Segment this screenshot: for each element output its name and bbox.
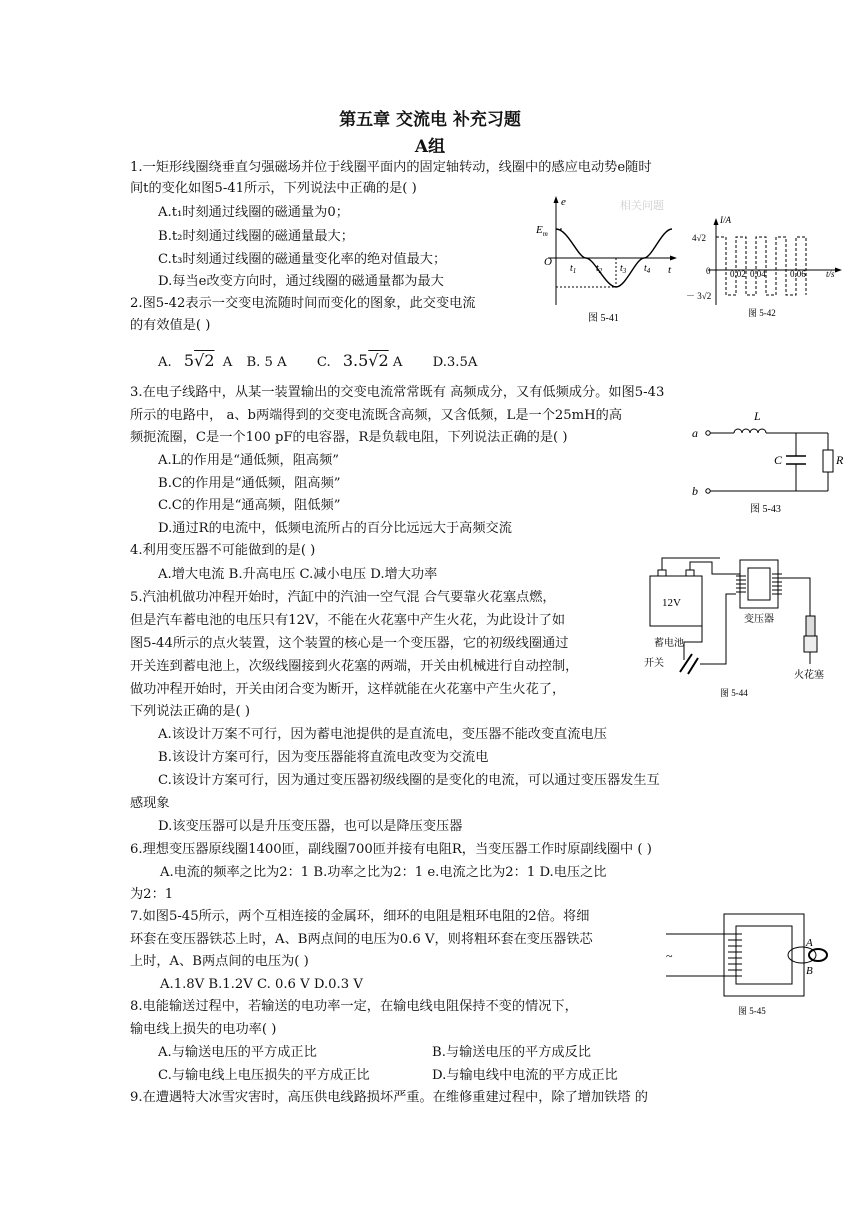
q2-options: A. 5√2 A B. 5 A C. 3.5√2 A D.3.5A xyxy=(158,351,478,370)
fig44-battery-label: 蓄电池 xyxy=(654,638,684,649)
fig41-t-axis: t xyxy=(668,264,672,276)
fig43-L: L xyxy=(754,409,761,423)
q9-stem: 9.在遭遇特大冰雪灾害时，高压供电线路损坏严重。在维修重建过程中，除了增加铁塔 的 xyxy=(130,1090,648,1105)
q3-option-a: A.L的作用是“通低频，阻高频” xyxy=(158,453,340,468)
fig41-t1: $t_1$ xyxy=(570,263,577,275)
q3-option-c: C.C的作用是“通高频，阻低频” xyxy=(158,498,341,513)
q3-option-b: B.C的作用是“通低频，阻高频” xyxy=(158,476,341,491)
figure-5-41 xyxy=(528,193,678,328)
q5-option-b: B.该设计方案可行，因为变压器能将直流电改变为交流电 xyxy=(158,750,489,765)
q5-option-c-line1: C.该设计方案可行，因为通过变压器初级线圈的是变化的电流，可以通过变压器发生互 xyxy=(158,773,660,788)
fig42-zero: 0 xyxy=(706,266,711,276)
fig42-ytop: 4√2 xyxy=(692,233,706,243)
fig43-C: C xyxy=(774,453,783,467)
q4-stem: 4.利用变压器不可能做到的是( ) xyxy=(130,543,316,558)
fig42-ylabel: I/A xyxy=(720,215,731,225)
fig44-caption: 图 5-44 xyxy=(720,688,748,698)
q2-option-c-label: C. xyxy=(316,355,331,370)
fig43-b: b xyxy=(692,484,698,498)
page-title: 第五章 交流电 补充习题 xyxy=(339,110,521,130)
fig42-caption: 图 5-42 xyxy=(748,308,776,318)
q3-stem-line2: 所示的电路中， a、b两端得到的交变电流既含高频，又含低频，L是一个25mH的高 xyxy=(130,408,623,423)
q8-option-d: D.与输电线中电流的平方成正比 xyxy=(432,1068,618,1083)
q1-option-c: C.t₃时刻通过线圈的磁通量变化率的绝对值最大； xyxy=(158,252,447,267)
q7-stem-line3: 上时，A、B两点间的电压为( ) xyxy=(130,954,309,969)
fig42-x3: 0.06 xyxy=(790,269,806,279)
fig41-em-label: $E_m$ xyxy=(536,224,548,238)
q3-option-d: D.通过R的电流中，低频电流所占的百分比远远大于高频交流 xyxy=(158,521,512,536)
q8-stem-line2: 输电线上损失的电功率( ) xyxy=(130,1022,277,1037)
q5-stem-line4: 开关连到蓄电池上，次级线圈接到火花塞的两端，开关由机械进行自动控制， xyxy=(130,659,579,674)
q5-stem-line1: 5.汽油机做功冲程开始时，汽缸中的汽油一空气混 合气要靠火花塞点燃， xyxy=(130,590,556,605)
q2-option-c-value: 3.5√2 xyxy=(342,351,389,370)
q5-stem-line2: 但是汽车蓄电池的电压只有12V，不能在火花塞中产生火花，为此设计了如 xyxy=(130,613,566,628)
group-heading: A组 xyxy=(414,137,446,157)
q8-option-c: C.与输电线上电压损失的平方成正比 xyxy=(158,1068,370,1083)
fig41-t3: $t_3$ xyxy=(620,263,627,275)
fig43-a: a xyxy=(692,426,698,440)
fig41-faint-bg-text: 相关问题 xyxy=(620,200,664,212)
fig45-caption: 图 5-45 xyxy=(738,1006,766,1016)
fig43-R: R xyxy=(836,453,844,467)
fig44-plug-label: 火花塞 xyxy=(794,670,824,681)
q5-option-d: D.该变压器可以是升压变压器，也可以是降压变压器 xyxy=(158,819,463,834)
q8-option-b: B.与输送电压的平方成反比 xyxy=(432,1045,591,1060)
fig41-caption: 图 5-41 xyxy=(588,313,619,324)
fig41-e-label: e xyxy=(561,196,566,208)
fig44-battery-voltage: 12V xyxy=(662,597,681,609)
q3-stem-line1: 3.在电子线路中，从某一装置输出的交变电流常常既有 高频成分，又有低频成分。如图5-43 xyxy=(130,385,665,400)
q8-option-a: A.与输送电压的平方成正比 xyxy=(158,1045,317,1060)
q1-option-d: D.每当e改变方向时，通过线圈的磁通量都为最大 xyxy=(158,274,444,289)
q1-stem-line1: 1.一矩形线圈绕垂直匀强磁场并位于线圈平面内的固定轴转动，线圈中的感应电动势e随时 xyxy=(130,160,652,175)
q5-stem-line5: 做功冲程开始时，开关由闭合变为断开，这样就能在火花塞中产生火花了， xyxy=(130,682,566,697)
q1-stem-line2: 间t的变化如图5-41所示，下列说法中正确的是( ) xyxy=(130,181,417,196)
q8-stem-line1: 8.电能输送过程中，若输送的电功率一定，在输电线电阻保持不变的情况下， xyxy=(130,999,578,1014)
fig41-t2: $t_2$ xyxy=(596,263,603,275)
fig45-ac-symbol: ~ xyxy=(666,949,673,963)
fig43-caption: 图 5-43 xyxy=(750,504,781,515)
q4-options: A.增大电流 B.升高电压 C.减小电压 D.增大功率 xyxy=(158,567,438,582)
q7-options: A.1.8V B.1.2V C. 0.6 V D.0.3 V xyxy=(160,977,363,992)
q2-option-b: B. 5 A xyxy=(246,355,287,370)
q2-option-a-value: 5√2 xyxy=(183,351,215,370)
q6-stem: 6.理想变压器原线圈1400匝，副线圈700匝并接有电阻R，当变压器工作时原副线圈中 ( ) xyxy=(130,842,652,857)
fig42-x1: 0.02 xyxy=(730,269,746,279)
fig44-switch-label: 开关 xyxy=(644,658,664,669)
fig42-ybot: － 3√2 xyxy=(686,291,712,301)
q3-stem-line3: 频扼流圈，C是一个100 pF的电容器，R是负载电阻，下列说法正确的是( ) xyxy=(130,430,568,445)
figure-5-45 xyxy=(662,910,830,1022)
q5-stem-line6: 下列说法正确的是( ) xyxy=(130,704,250,719)
q2-option-d: D.3.5A xyxy=(432,355,478,370)
q5-option-a: A.该设计万案不可行，因为蓄电池提供的是直流电，变压器不能改变直流电压 xyxy=(158,727,607,742)
fig45-B: B xyxy=(806,965,813,977)
q5-option-c-line2: 感现象 xyxy=(130,796,170,811)
fig42-x2: 0.04 xyxy=(750,269,766,279)
q2-stem-line1: 2.图5-42表示一交变电流随时间而变化的图象，此交变电流 xyxy=(130,296,476,311)
q7-stem-line2: 环套在变压器铁芯上时，A、B两点间的电压为0.6 V，则将粗环套在变压器铁芯 xyxy=(130,932,593,947)
figure-5-44 xyxy=(640,554,840,702)
fig44-transformer-label: 变压器 xyxy=(744,614,774,625)
figure-5-43 xyxy=(688,400,848,518)
q6-options: A.电流的频率之比为2：1 B.功率之比为2：1 e.电流之比为2：1 D.电压之比 xyxy=(160,865,607,880)
q6-options-cont: 为2：1 xyxy=(130,887,174,902)
q7-stem-line1: 7.如图5-45所示，两个互相连接的金属环，细环的电阻是粗环电阻的2倍。将细 xyxy=(130,909,590,924)
fig41-t4: $t_4$ xyxy=(644,263,651,275)
fig41-origin: O xyxy=(544,256,552,268)
fig45-A: A xyxy=(806,937,813,949)
q1-option-b: B.t₂时刻通过线圈的磁通量最大； xyxy=(158,229,354,244)
q2-option-a-label: A. xyxy=(158,355,172,370)
q2-stem-line2: 的有效值是( ) xyxy=(130,318,211,333)
q5-stem-line3: 图5-44所示的点火装置，这个装置的核心是一个变压器，它的初级线圈通过 xyxy=(130,636,569,651)
fig42-xlabel: t/s xyxy=(826,269,835,279)
figure-5-42 xyxy=(686,213,860,323)
q1-option-a: A.t₁时刻通过线圈的磁通量为0； xyxy=(158,205,349,220)
